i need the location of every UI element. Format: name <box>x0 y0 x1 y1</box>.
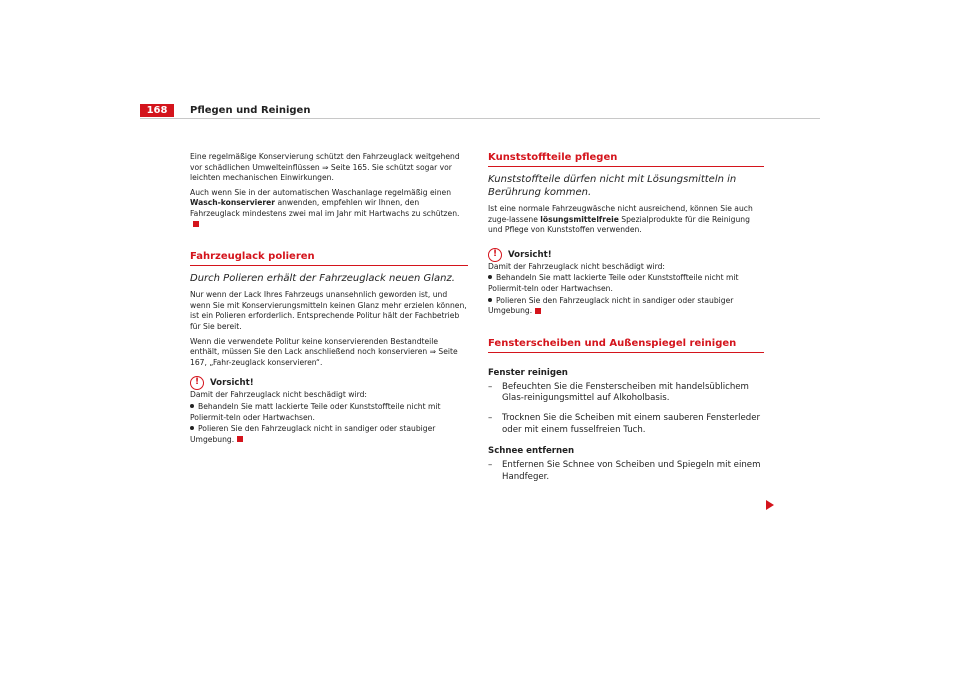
spacer <box>190 230 468 251</box>
header-divider <box>140 118 820 119</box>
section-end-icon <box>193 221 199 227</box>
step-item <box>488 382 764 405</box>
kunststoff-bold: lösungsmittelfreie <box>540 214 619 224</box>
warning-bullet-1 <box>190 402 468 423</box>
warning-icon: ! <box>190 376 204 390</box>
spacer <box>488 317 764 338</box>
polieren-paragraph-2: Wenn die verwendete Politur keine konservierenden Bestandteile enthält, müssen Sie den Lack anschließend noch konservieren ⇒ Seite 167, „Fahr-zeuglack konservieren“. <box>190 336 458 367</box>
dash-marker: – <box>488 460 493 471</box>
warning-bullet-1-text: Behandeln Sie matt lackierte Teile oder Kunststoffteile nicht mit Poliermit-teln oder Hartwachsen. <box>190 401 441 422</box>
subheading-schnee-entfernen: Schnee entfernen <box>488 446 575 457</box>
spacer <box>488 353 764 367</box>
kunststoff-text-b: Spezialprodukte für die Reinigung und Pflege von Kunststoffen verwenden. <box>488 214 750 235</box>
dash-marker: – <box>488 381 493 392</box>
section-lead-polieren: Durch Polieren erhält der Fahrzeuglack neuen Glanz. <box>190 273 455 285</box>
polieren-paragraph-1: Nur wenn der Lack Ihres Fahrzeugs unansehnlich geworden ist, und wenn Sie mit Konservierungsmitteln keinen Glanz mehr erzielen können, ist ein Polieren erforderlich. Entsprechende Politur hält der Fachbetrieb für Sie bereit. <box>190 290 467 331</box>
bullet-icon <box>488 275 492 279</box>
warning-title: Vorsicht! <box>210 378 254 389</box>
section-title-fenster: Fensterscheiben und Außenspiegel reinigen <box>488 338 764 353</box>
section-lead-kunststoff: Kunststoffteile dürfen nicht mit Lösungsmitteln in Berührung kommen. <box>488 174 737 198</box>
bullet-icon <box>488 298 492 302</box>
warning-body <box>190 390 468 445</box>
section-end-icon <box>237 436 243 442</box>
warning-bullet-1-text: Behandeln Sie matt lackierte Teile oder Kunststoffteile nicht mit Poliermit-teln oder Hartwachsen. <box>488 273 739 293</box>
bullet-icon <box>190 426 194 430</box>
warning-bullet-2-text: Polieren Sie den Fahrzeuglack nicht in sandiger oder staubiger Umgebung. <box>190 424 436 444</box>
warning-title: Vorsicht! <box>508 249 552 260</box>
step-text-2: Trocknen Sie die Scheiben mit einem sauberen Fensterleder oder mit einem fusselfreien Tuch. <box>502 412 761 435</box>
intro-p2-text-a: Auch wenn Sie in der automatischen Waschanlage regelmäßig einen <box>190 187 452 197</box>
warning-icon: ! <box>488 248 502 262</box>
step-item <box>488 460 764 483</box>
right-column <box>488 152 764 483</box>
dash-marker: – <box>488 412 493 423</box>
page-number: 168 <box>140 104 174 117</box>
warning-intro: Damit der Fahrzeuglack nicht beschädigt wird: <box>488 261 665 271</box>
warning-bullet-1 <box>488 273 764 294</box>
step-text-1: Befeuchten Sie die Fensterscheiben mit handelsüblichem Glas-reinigungsmittel auf Alkoholbasis. <box>502 381 749 404</box>
warning-header <box>488 248 764 262</box>
warning-header <box>190 376 468 390</box>
warning-intro: Damit der Fahrzeuglack nicht beschädigt wird: <box>190 390 367 400</box>
kunststoff-text-a: Ist eine normale Fahrzeugwäsche nicht ausreichend, können Sie auch zuge-lassene <box>488 204 753 224</box>
warning-bullet-2-text: Polieren Sie den Fahrzeuglack nicht in sandiger oder staubiger Umgebung. <box>488 295 734 316</box>
section-title-kunststoff: Kunststoffteile pflegen <box>488 152 764 167</box>
warning-bullet-2 <box>488 296 764 317</box>
intro-paragraph-1: Eine regelmäßige Konservierung schützt den Fahrzeuglack weitgehend vor schädlichen Umwelteinflüssen ⇒ Seite 165. Sie schützt sogar vor leichten mechanischen Einwirkungen. <box>190 152 460 183</box>
continue-arrow-icon <box>766 500 774 510</box>
section-title-polieren: Fahrzeuglack polieren <box>190 251 468 266</box>
left-column <box>190 152 468 445</box>
bullet-icon <box>190 404 194 408</box>
warning-body <box>488 262 764 317</box>
page-header-title: Pflegen und Reinigen <box>190 105 311 116</box>
subheading-fenster-reinigen: Fenster reinigen <box>488 367 568 378</box>
intro-p2-bold: Wasch-konservierer <box>190 198 276 208</box>
step-item <box>488 413 764 436</box>
section-end-icon <box>535 308 541 314</box>
warning-bullet-2 <box>190 424 468 445</box>
kunststoff-paragraph <box>488 204 764 236</box>
intro-p2-text-b: anwenden, empfehlen wir Ihnen, den Fahrzeuglack mindestens zwei mal im Jahr mit Hartwachs zu schützen. <box>190 198 460 218</box>
step-text-3: Entfernen Sie Schnee von Scheiben und Spiegeln mit einem Handfeger. <box>502 460 761 482</box>
intro-paragraph-2 <box>190 188 468 230</box>
